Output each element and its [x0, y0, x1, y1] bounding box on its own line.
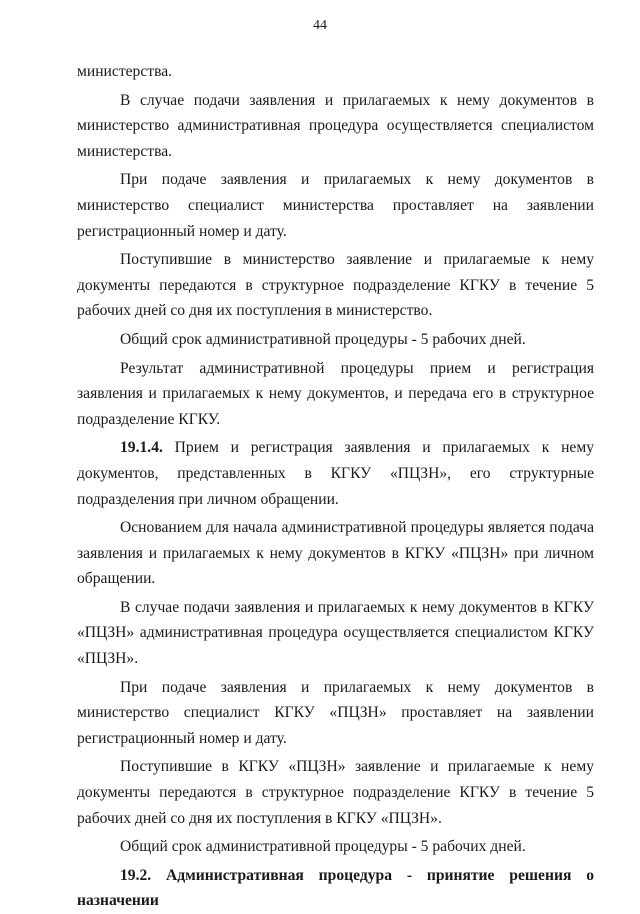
paragraph-text: В случае подачи заявления и прилагаемых к нему документов в КГКУ «ПЦЗН» административная процедура осуществляется специалистом КГКУ «ПЦЗН». — [77, 598, 594, 668]
paragraph — [77, 834, 594, 860]
section-paragraph — [77, 435, 594, 512]
paragraph — [77, 595, 594, 672]
paragraph-text: При подаче заявления и прилагаемых к нему документов в министерство специалист министерства проставляет на заявлении регистрационный номер и дату. — [77, 171, 594, 240]
paragraph — [77, 59, 594, 85]
section-heading-text: 19.2. Административная процедура - принятие решения о назначении — [77, 866, 594, 910]
section-heading — [77, 863, 594, 914]
paragraph — [77, 675, 594, 752]
paragraph — [77, 356, 594, 433]
paragraph — [77, 327, 594, 353]
paragraph-text: Основанием для начала административной процедуры является подача заявления и прилагаемых к нему документов в КГКУ «ПЦЗН» при личном обращении. — [77, 519, 594, 588]
paragraph-text: Результат административной процедуры прием и регистрация заявления и прилагаемых к нему документов, и передача его в структурное подразделение КГКУ. — [77, 359, 594, 428]
paragraph — [77, 754, 594, 831]
paragraph-text: Поступившие в министерство заявление и прилагаемые к нему документы передаются в структурное подразделение КГКУ в течение 5 рабочих дней со дня их поступления в министерство. — [77, 251, 594, 320]
paragraph-text: В случае подачи заявления и прилагаемых к нему документов в министерство административная процедура осуществляется специалистом министерства. — [77, 91, 594, 160]
paragraph-text: Общий срок административной процедуры - 5 рабочих дней. — [120, 838, 526, 856]
paragraph-text: Поступившие в КГКУ «ПЦЗН» заявление и прилагаемые к нему документы передаются в структурное подразделение КГКУ в течение 5 рабочих дней со дня их поступления в КГКУ «ПЦЗН». — [77, 758, 594, 827]
paragraph — [77, 515, 594, 592]
paragraph — [77, 88, 594, 165]
paragraph-text: При подаче заявления и прилагаемых к нему документов в министерство специалист КГКУ «ПЦЗН» проставляет на заявлении регистрационный номер и дату. — [77, 678, 594, 747]
paragraph-text: Общий срок административной процедуры - 5 рабочих дней. — [120, 330, 526, 348]
paragraph — [77, 167, 594, 244]
page-number: 44 — [313, 18, 327, 33]
section-number: 19.1.4. — [120, 439, 163, 457]
paragraph — [77, 247, 594, 324]
paragraph-text: министерства. — [77, 63, 173, 80]
paragraph-text: Прием и регистрация заявления и прилагаемых к нему документов, представленных в КГКУ «ПЦЗН», его структурные подразделения при личном обращении. — [77, 439, 594, 508]
document-body — [77, 59, 594, 914]
